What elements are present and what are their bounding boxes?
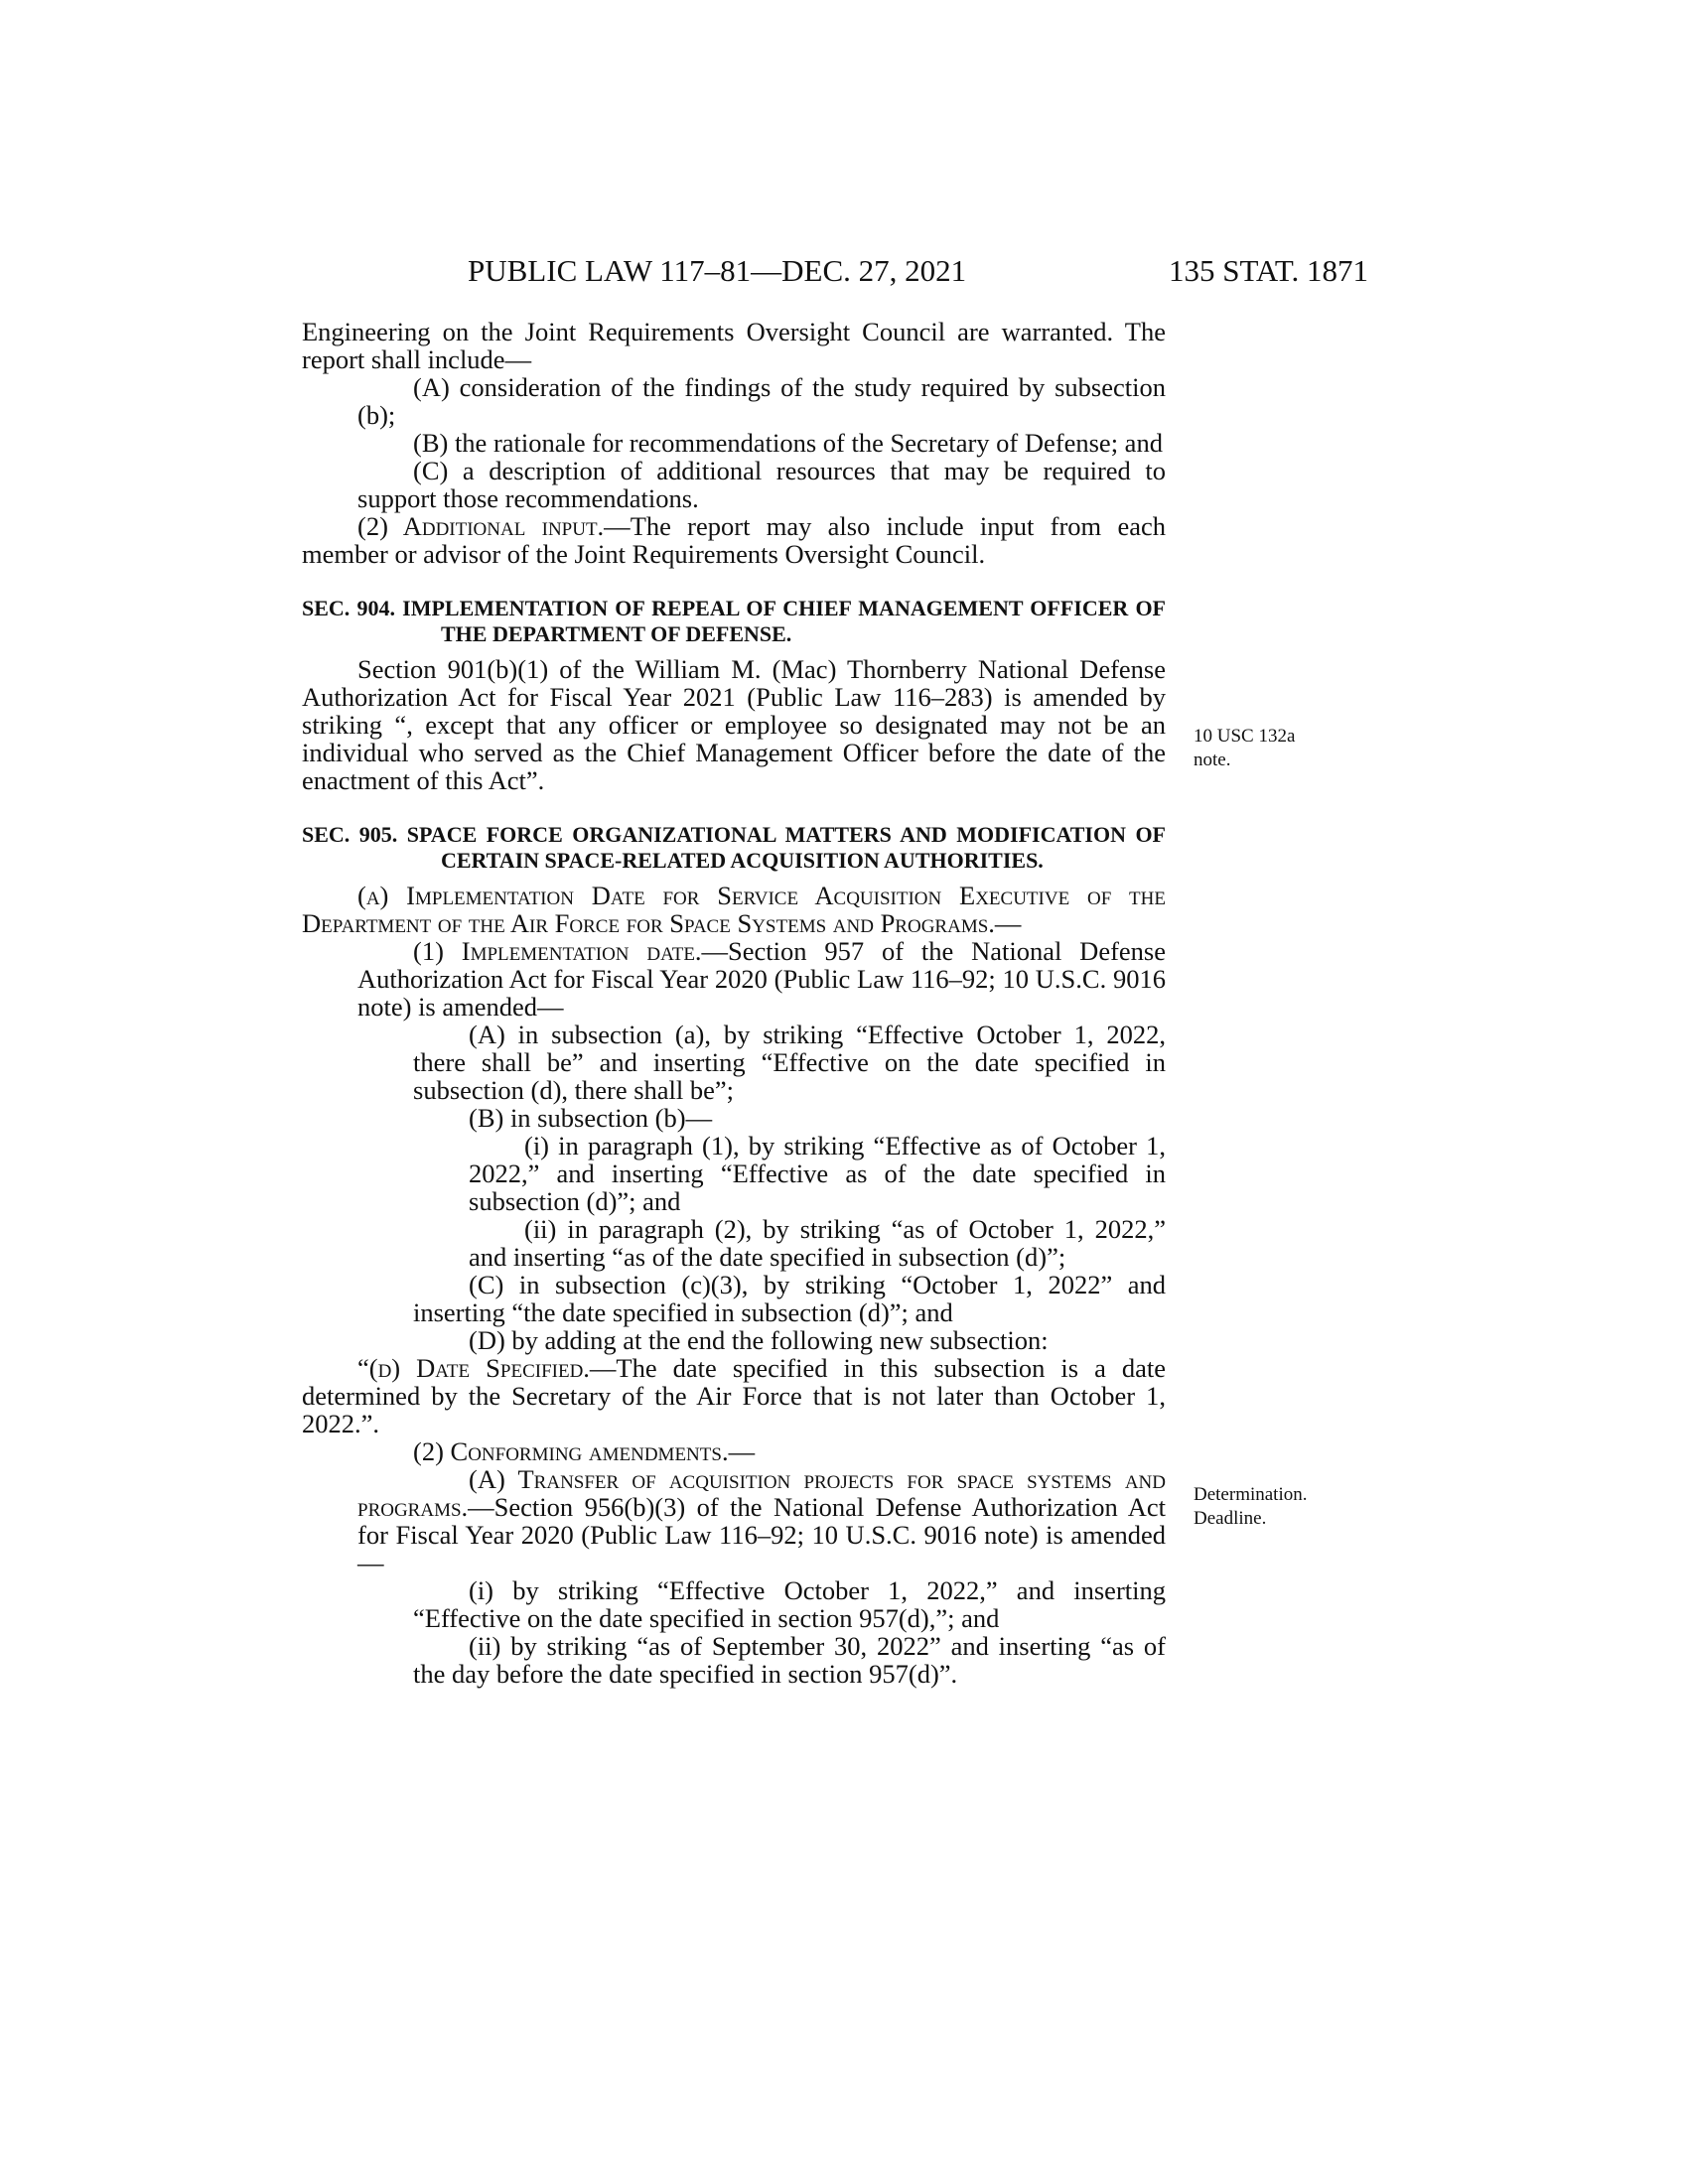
paragraph-text: The report may also include input from each member or advisor of the Joint Requirements Oversight Council.: [302, 511, 1166, 569]
page-header-title: PUBLIC LAW 117–81—DEC. 27, 2021: [468, 253, 967, 288]
paragraph: (A) in subsection (a), by striking “Effective October 1, 2022, there shall be” and inserting “Effective on the date specified in subsection (d), there shall be”;: [413, 1020, 1166, 1105]
paragraph-text: Section 957 of the National Defense Authorization Act for Fiscal Year 2020 (Public Law 116–92; 10 U.S.C. 9016 note) is amended—: [357, 936, 1166, 1022]
section-904-heading: SEC. 904. IMPLEMENTATION OF REPEAL OF CHIEF MANAGEMENT OFFICER OF THE DEPARTMENT OF DEFENSE.: [302, 596, 1166, 646]
paragraph: [302, 512, 1166, 568]
paragraph-label: (A) Transfer of acquisition projects for space systems and programs.—: [357, 1464, 1166, 1522]
paragraph: (ii) in paragraph (2), by striking “as of October 1, 2022,” and inserting “as of the date specified in subsection (d)”;: [469, 1214, 1166, 1272]
paragraph: [302, 1465, 1166, 1576]
paragraph: [302, 1354, 1166, 1437]
margin-note-determination: [1194, 1483, 1352, 1531]
page-header-stat: 135 STAT. 1871: [1168, 253, 1368, 288]
paragraph: (A) consideration of the findings of the study required by subsection (b);: [357, 372, 1166, 430]
section-905-heading: SEC. 905. SPACE FORCE ORGANIZATIONAL MATTERS AND MODIFICATION OF CERTAIN SPACE-RELATED ACQUISITION AUTHORITIES.: [302, 822, 1166, 873]
paragraph: (ii) by striking “as of September 30, 2022” and inserting “as of the day before the date specified in section 957(d)”.: [413, 1631, 1166, 1689]
paragraph-text: Section 956(b)(3) of the National Defense Authorization Act for Fiscal Year 2020 (Public Law 116–92; 10 U.S.C. 9016 note) is amended—: [357, 1492, 1166, 1577]
paragraph: (C) in subsection (c)(3), by striking “October 1, 2022” and inserting “the date specified in subsection (d)”; and: [413, 1270, 1166, 1327]
paragraph-text: The date specified in this subsection is a date determined by the Secretary of the Air Force that is not later than October 1, 2022.”.: [302, 1353, 1166, 1438]
margin-note-usc: [1194, 725, 1352, 772]
paragraph: Engineering on the Joint Requirements Oversight Council are warranted. The report shall include—: [302, 317, 1166, 374]
paragraph-label: (2) Additional input.—: [357, 511, 631, 541]
paragraph: (a) Implementation Date for Service Acquisition Executive of the Department of the Air Force for Space Systems and Programs.—: [302, 881, 1166, 938]
paragraph: (B) in subsection (b)—: [469, 1103, 713, 1133]
margin-note-usc-cite: 10 USC 132a: [1194, 726, 1296, 747]
document-body: [302, 318, 1166, 1688]
paragraph-label: “(d) Date Specified.—: [357, 1353, 617, 1383]
paragraph: Section 901(b)(1) of the William M. (Mac) Thornberry National Defense Authorization Act for Fiscal Year 2021 (Public Law 116–283) is amended by striking “, except that any officer or employee so designated may not be an individual who served as the Chief Management Officer before the date of the enactment of this Act”.: [302, 654, 1166, 795]
paragraph-label: (1) Implementation date.—: [413, 936, 729, 966]
paragraph: (i) by striking “Effective October 1, 2022,” and inserting “Effective on the date specified in section 957(d),”; and: [413, 1575, 1166, 1633]
paragraph: [302, 937, 1166, 1021]
margin-note-determination-text: Determination.: [1194, 1484, 1308, 1505]
paragraph: (B) the rationale for recommendations of the Secretary of Defense; and: [413, 428, 1163, 458]
paragraph: (C) a description of additional resources that may be required to support those recommendations.: [357, 456, 1166, 513]
paragraph: (2) Conforming amendments.—: [413, 1436, 756, 1466]
margin-note-usc-note: note.: [1194, 750, 1231, 770]
paragraph: (i) in paragraph (1), by striking “Effective as of October 1, 2022,” and inserting “Effective as of the date specified in subsection (d)”; and: [469, 1131, 1166, 1216]
paragraph: (D) by adding at the end the following new subsection:: [469, 1325, 1049, 1355]
margin-note-deadline-text: Deadline.: [1194, 1508, 1267, 1529]
